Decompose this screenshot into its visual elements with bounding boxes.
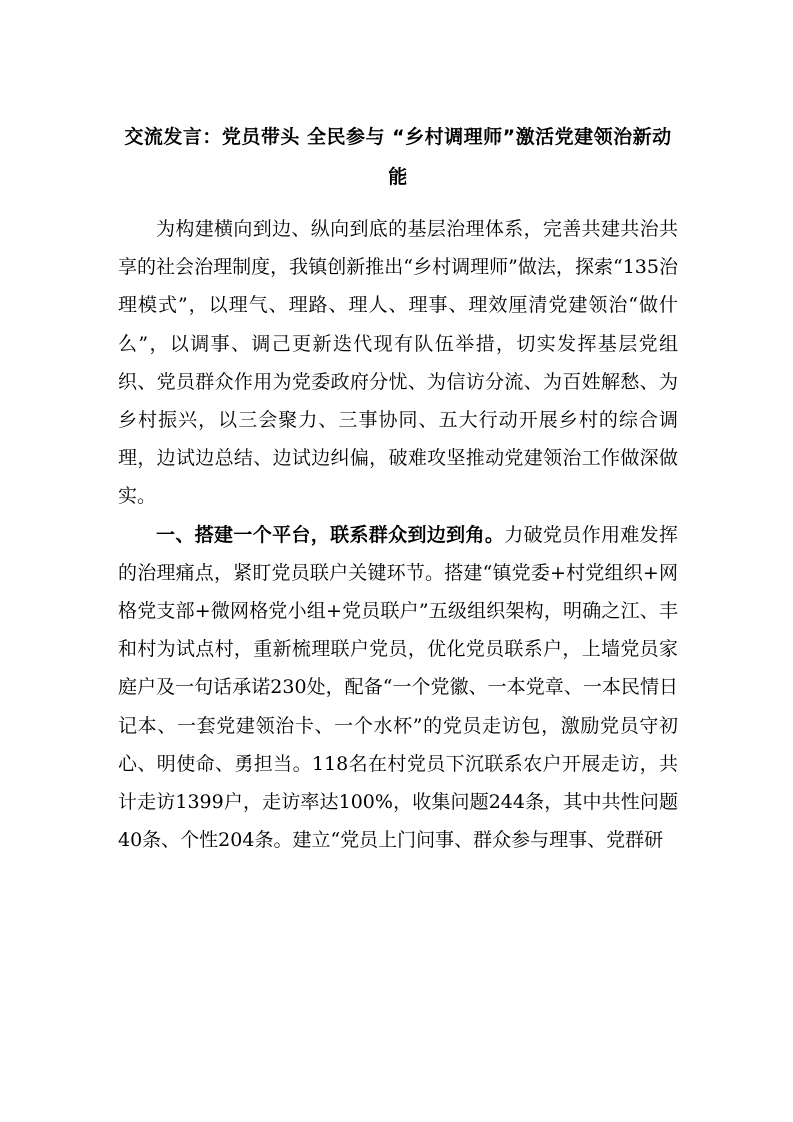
document-title: 交流发言：党员带头 全民参与 “乡村调理师”激活党建领治新动能 — [124, 126, 672, 188]
intro-paragraph-text: 为构建横向到边、纵向到底的基层治理体系，完善共建共治共享的社会治理制度，我镇创新推出“乡村调理师”做法，探索“135治理模式”，以理气、理路、理人、理事、理效厘清党建领治“做什么”，以调事、调己更新迭代现有队伍举措，切实发挥基层党组织、党员群众作用为党委政府分忧、为信访分流、为百姓解愁、为乡村振兴，以三会聚力、三事协同、五大行动开展乡村的综合调理，边试边总结、边试边纠偏，破难攻坚推动党建领治工作做深做实。 — [118, 218, 678, 508]
section-one-text: 力破党员作用难发挥的治理痛点，紧盯党员联户关键环节。搭建“镇党委+村党组织+网格党支部+微网格党小组+党员联户”五级组织架构，明确之江、丰和村为试点村，重新梳理联户党员，优化党员联系户，上墙党员家庭户及一句话承诺230处，配备“一个党徽、一本党章、一本民情日记本、一套党建领治卡、一个水杯”的党员走访包，激励党员守初心、明使命、勇担当。118名在村党员下沉联系农户开展走访，共计走访1399户，走访率达100%，收集问题244条，其中共性问题40条、个性204条。建立“党员上门问事、群众参与理事、党群研 — [118, 523, 678, 852]
section-one-paragraph — [118, 516, 678, 860]
document-body — [118, 210, 678, 859]
section-one-heading: 一、搭建一个平台，联系群众到边到角。 — [156, 523, 505, 546]
intro-paragraph — [118, 210, 678, 516]
